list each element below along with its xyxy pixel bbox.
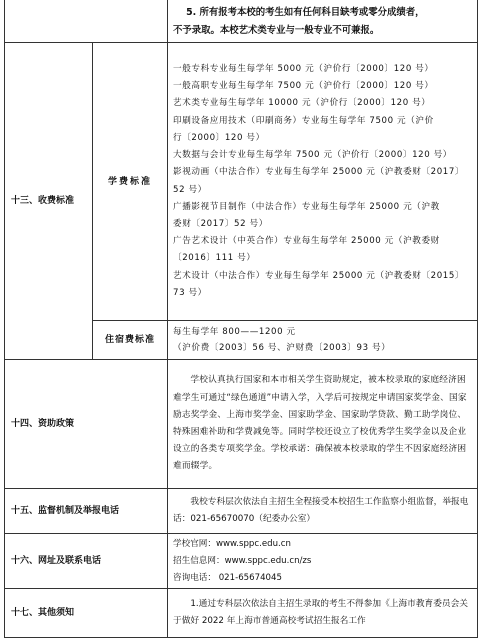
- aid-cell: [168, 360, 478, 489]
- tuition-line: 艺术类专业每生每学年 10000 元（沪价行〔2000〕120 号）: [173, 98, 431, 109]
- empty-label-cell: [5, 0, 168, 43]
- notes-cell: [168, 589, 478, 638]
- exam-rules-row: [5, 0, 478, 43]
- tuition-line: 〔2016〕111 号）: [173, 253, 256, 264]
- website-text: 学校官网：www.sppc.edu.cn: [173, 538, 291, 549]
- tuition-line: 大数据与会计专业每生每学年 7500 元（沪价行〔2000〕120 号）: [173, 150, 453, 161]
- tuition-line: 印刷设备应用技术（印刷商务）专业每生每学年 7500 元（沪价: [173, 115, 434, 126]
- aid-text: 学校认真执行国家和本市相关学生资助规定，被本校录取的家庭经济困难学生可通过“绿色通道”申请入学，入学后可按规定申请国家奖学金、国家励志奖学金、上海市奖学金、国家助学金、国家助学贷款、勤工助学岗位、特殊困难补助和学费减免等。同时学校还设立了校优秀学生奖学金以及企业设立的各类专项奖学金。学校承诺：确保被本校录取的学生不因家庭经济困难而辍学。: [173, 375, 467, 472]
- aid-row: [5, 360, 478, 489]
- lodging-label: 住宿费标准: [93, 321, 168, 360]
- tuition-line: 广告艺术设计（中英合作）专业每生每学年 25000 元（沪教委财: [173, 236, 440, 247]
- admission-info-table: [4, 0, 478, 638]
- tuition-line: 委财〔2017〕52 号）: [173, 218, 268, 229]
- tuition-line: 一般专科专业每生每学年 5000 元（沪价行〔2000〕120 号）: [173, 64, 434, 75]
- lodging-line: 每生每学年 800——1200 元: [173, 327, 296, 337]
- supervision-cell: [168, 489, 478, 534]
- section-17-title: 十七、其他须知: [5, 589, 168, 638]
- exam-rules-line-1: 5. 所有报考本校的考生如有任何科目缺考或零分成绩者，: [186, 7, 425, 18]
- contact-row: [5, 534, 478, 589]
- tuition-line: 52 号）: [173, 184, 207, 195]
- section-15-title: 十五、监督机制及举报电话: [5, 489, 168, 534]
- lodging-cell: [168, 321, 478, 360]
- supervision-row: [5, 489, 478, 534]
- supervision-text: 我校专科层次依法自主招生全程接受本校招生工作监察小组监督，举报电话：021-65670070（纪委办公室）: [173, 496, 469, 524]
- exam-rules-cell: [168, 0, 478, 43]
- section-16-title: 十六、网址及联系电话: [5, 534, 168, 589]
- exam-rules-line-2: 不予录取。本校艺术类专业与一般专业不可兼报。: [173, 25, 380, 36]
- tuition-label: 学费标准: [93, 43, 168, 321]
- fees-tuition-row: [5, 43, 478, 321]
- contact-cell: [168, 534, 478, 589]
- tuition-list: [168, 43, 478, 321]
- tuition-line: 行〔2000〕120 号）: [173, 132, 265, 143]
- lodging-line: （沪价费〔2003〕56 号、沪财费〔2003〕93 号）: [173, 343, 391, 353]
- tuition-line: 影视动画（中法合作）专业每生每学年 25000 元（沪教委财〔2017〕: [173, 167, 465, 178]
- section-13-title: 十三、收费标准: [5, 43, 93, 360]
- tuition-line: 广播影视节目制作（中法合作）专业每生每学年 25000 元（沪教: [173, 201, 440, 212]
- tuition-line: 73 号）: [173, 287, 207, 298]
- notes-row: [5, 589, 478, 638]
- admission-site-text: 招生信息网：www.sppc.edu.cn/zs: [173, 555, 312, 566]
- tuition-line: 艺术设计（中法合作）专业每生每学年 25000 元（沪教委财〔2015〕: [173, 270, 465, 281]
- phone-text: 咨询电话： 021-65674045: [173, 572, 282, 583]
- tuition-line: 一般高职专业每生每学年 7500 元（沪价行〔2000〕120 号）: [173, 81, 434, 92]
- section-14-title: 十四、资助政策: [5, 360, 168, 489]
- notes-text: 1.通过专科层次依法自主招生录取的考生不得参加《上海市教育委员会关于做好 2022 年上海市普通高校考试招生报名工作: [173, 598, 468, 626]
